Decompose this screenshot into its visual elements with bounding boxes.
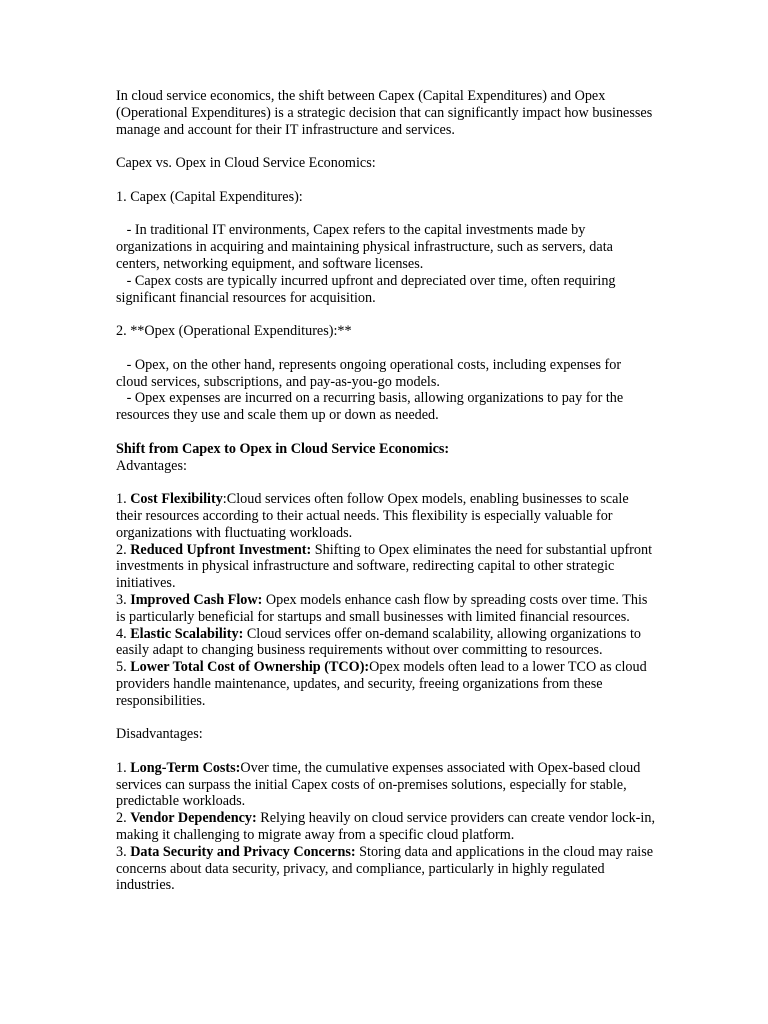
opex-point: - Opex expenses are incurred on a recurring basis, allowing organizations to pay for the resources they use and scale them up or down as needed. <box>116 390 627 424</box>
shift-heading: Shift from Capex to Opex in Cloud Service Economics: <box>116 440 450 457</box>
document-body <box>116 88 656 894</box>
disadvantage-item: 1. Long-Term Costs:Over time, the cumulative expenses associated with Opex-based cloud services can surpass the initial Capex costs of on-premises solutions, especially for stable, predictable workloads. <box>116 759 641 810</box>
advantage-item: 4. Elastic Scalability: Cloud services offer on-demand scalability, allowing organizations to easily adapt to changing business requirements without over committing to resources. <box>116 625 641 659</box>
advantage-item: 2. Reduced Upfront Investment: Shifting to Opex eliminates the need for substantial upfront investments in physical infrastructure and software, redirecting capital to other strategic initiatives. <box>116 541 653 592</box>
advantage-item: 1. Cost Flexibility:Cloud services often follow Opex models, enabling businesses to scale their resources according to their actual needs. This flexibility is especially valuable for organizations with fluctuating workloads. <box>116 491 629 541</box>
capex-heading: 1. Capex (Capital Expenditures): <box>116 188 303 205</box>
advantage-item: 5. Lower Total Cost of Ownership (TCO):Opex models often lead to a lower TCO as cloud providers handle maintenance, updates, and security, freeing organizations from these responsibilities. <box>116 659 647 709</box>
disadvantage-item: 3. Data Security and Privacy Concerns: Storing data and applications in the cloud may raise concerns about data security, privacy, and compliance, particularly in highly regulated industries. <box>116 843 654 894</box>
disadvantages-label: Disadvantages: <box>116 726 203 743</box>
capex-point: - In traditional IT environments, Capex refers to the capital investments made by organizations in acquiring and maintaining physical infrastructure, such as servers, data centers, networking equipment, and software licenses. <box>116 222 617 272</box>
opex-point: - Opex, on the other hand, represents ongoing operational costs, including expenses for cloud services, subscriptions, and pay-as-you-go models. <box>116 356 625 390</box>
disadvantage-item: 2. Vendor Dependency: Relying heavily on cloud service providers can create vendor lock-in, making it challenging to migrate away from a specific cloud platform. <box>116 810 655 844</box>
advantages-label: Advantages: <box>116 457 187 474</box>
intro-paragraph: In cloud service economics, the shift between Capex (Capital Expenditures) and Opex (Operational Expenditures) is a strategic decision that can significantly impact how businesses manage and account for their IT infrastructure and services. <box>116 88 653 138</box>
capex-point: - Capex costs are typically incurred upfront and depreciated over time, often requiring significant financial resources for acquisition. <box>116 272 620 306</box>
opex-heading: 2. **Opex (Operational Expenditures):** <box>116 323 352 340</box>
section-heading: Capex vs. Opex in Cloud Service Economics: <box>116 155 376 172</box>
advantage-item: 3. Improved Cash Flow: Opex models enhance cash flow by spreading costs over time. This is particularly beneficial for startups and small businesses with limited financial resources. <box>116 591 648 625</box>
